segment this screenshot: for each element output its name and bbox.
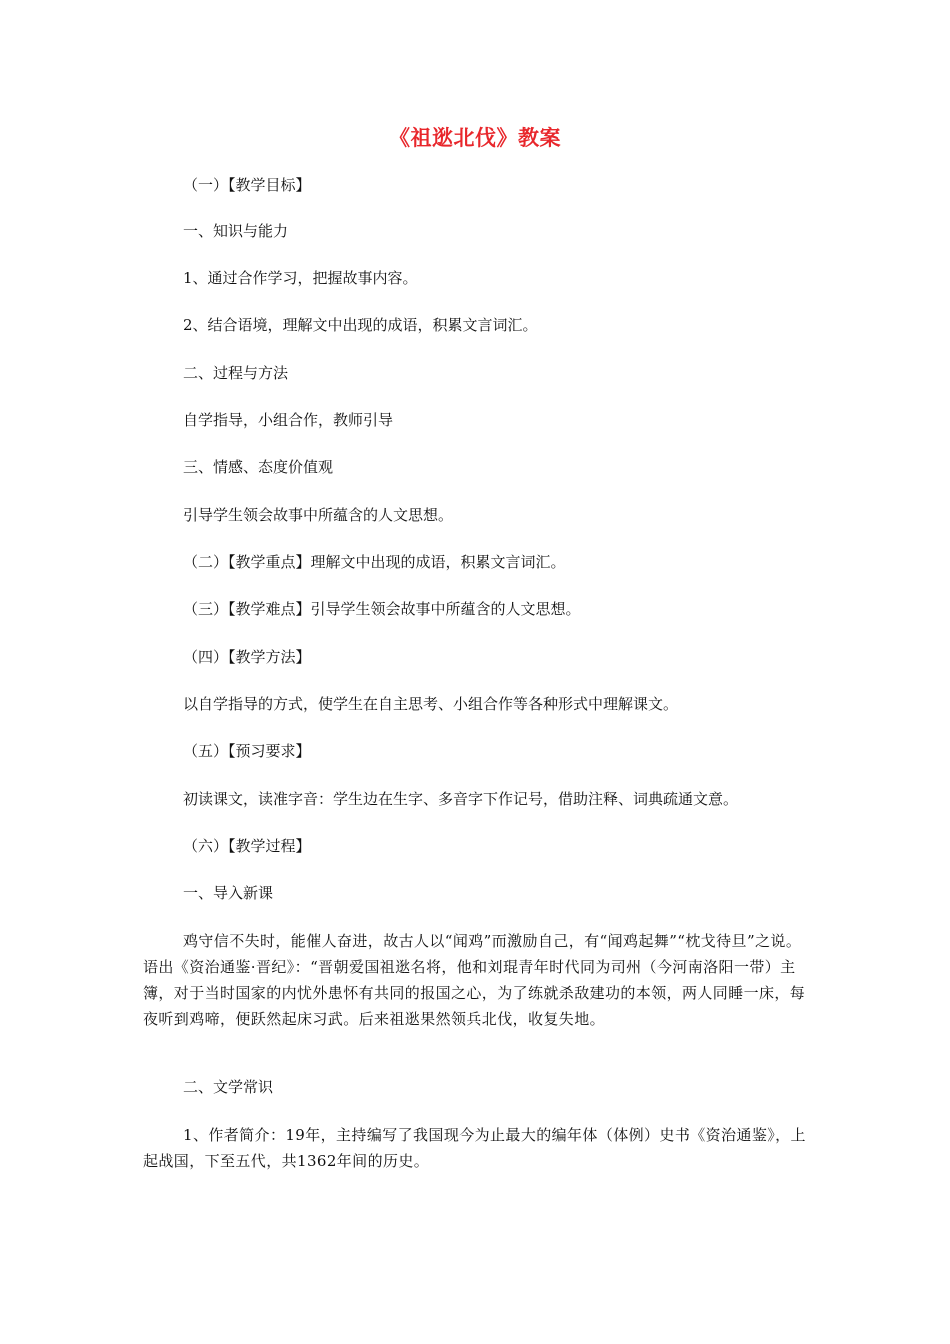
preview-requirements-text: 初读课文，读准字音：学生边在生字、多音字下作记号，借助注释、词典疏通文意。 [183, 790, 739, 808]
knowledge-ability-heading: 一、知识与能力 [183, 222, 289, 240]
preview-requirements-heading: （五）【预习要求】 [183, 742, 311, 760]
literary-knowledge-heading: 二、文学常识 [183, 1078, 274, 1096]
teaching-difficulty: （三）【教学难点】引导学生领会故事中所蕴含的人文思想。 [183, 600, 581, 618]
intro-paragraph: 鸡守信不失时，能催人奋进，故古人以“闻鸡”而激励自己，有“闻鸡起舞”“枕戈待旦”之说。语出《资治通鉴·晋纪》：“晋朝爱国祖逖名将，他和刘琨青年时代同为司州（今河南洛阳一带）主簿，对于当时国家的内忧外患怀有共同的报国之心，为了练就杀敌建功的本领，两人同睡一床，每夜听到鸡啼，便跃然起床习武。后来祖逖果然领兵北伐，收复失地。 [143, 932, 806, 1028]
teaching-focus: （二）【教学重点】理解文中出现的成语，积累文言词汇。 [183, 553, 566, 571]
objective-item-2: 2、结合语境，理解文中出现的成语，积累文言词汇。 [183, 316, 538, 334]
teaching-process-heading: （六）【教学过程】 [183, 837, 311, 855]
intro-lesson-heading: 一、导入新课 [183, 884, 274, 902]
process-method-text: 自学指导，小组合作，教师引导 [183, 411, 394, 429]
section-objectives-heading: （一）【教学目标】 [183, 176, 311, 194]
document-title: 《祖逖北伐》教案 [389, 126, 561, 150]
process-method-heading: 二、过程与方法 [183, 364, 289, 382]
author-paragraph: 1、作者简介：19年，主持编写了我国现今为止最大的编年体（体例）史书《资治通鉴》，上起战国，下至五代，共1362年间的历史。 [143, 1126, 806, 1170]
objective-item-1: 1、通过合作学习，把握故事内容。 [183, 269, 418, 287]
emotion-values-text: 引导学生领会故事中所蕴含的人文思想。 [183, 506, 454, 524]
teaching-method-heading: （四）【教学方法】 [183, 648, 311, 666]
emotion-values-heading: 三、情感、态度价值观 [183, 458, 334, 476]
teaching-method-text: 以自学指导的方式，使学生在自主思考、小组合作等各种形式中理解课文。 [183, 695, 679, 713]
